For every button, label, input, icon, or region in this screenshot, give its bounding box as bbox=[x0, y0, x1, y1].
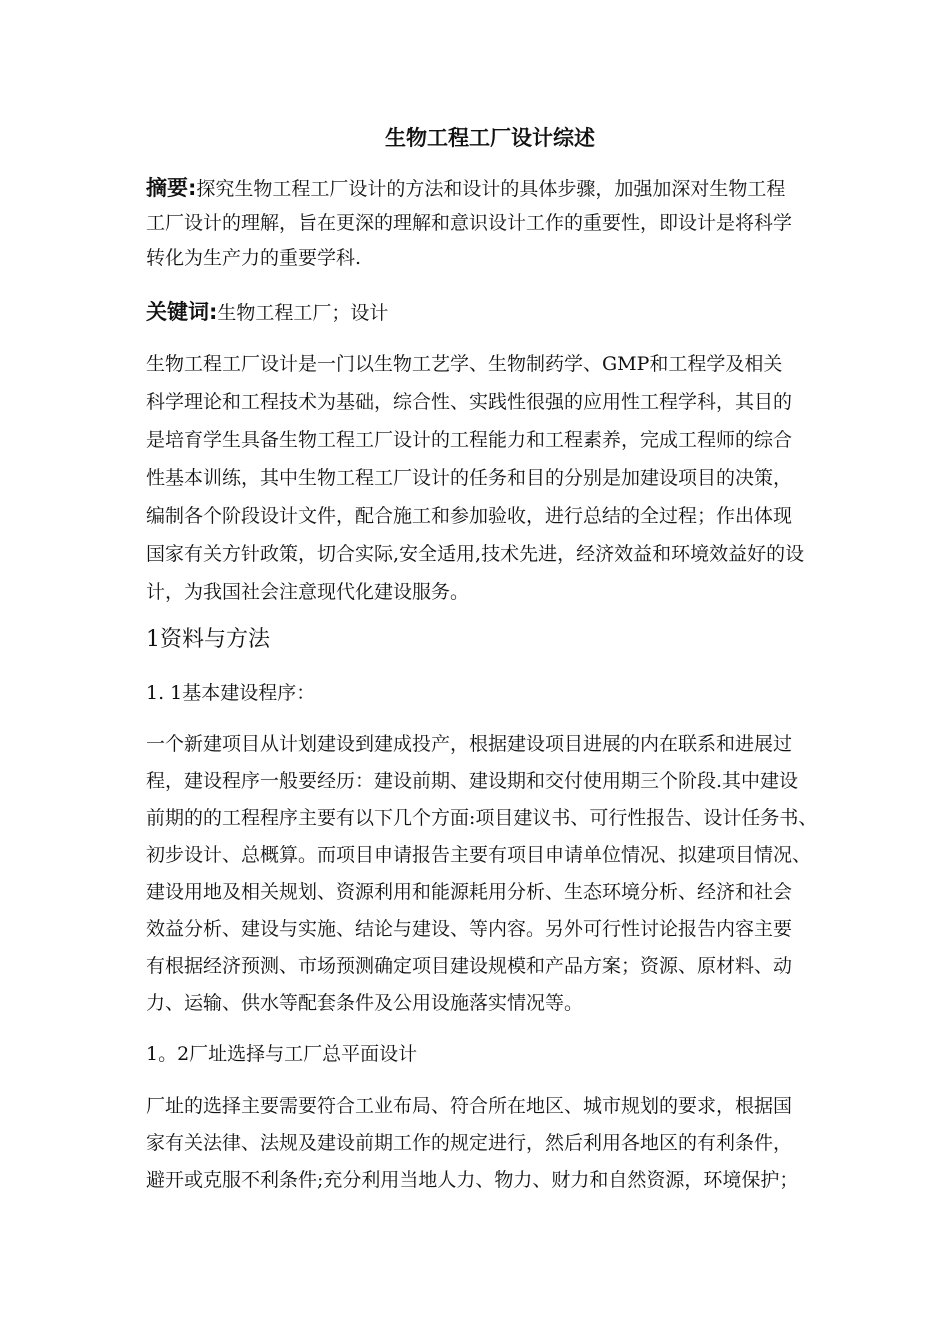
intro-line: 性基本训练，其中生物工程工厂设计的任务和目的分别是加建设项目的决策， bbox=[146, 467, 793, 489]
keywords-line bbox=[146, 299, 388, 326]
section-1-2-line: 厂址的选择主要需要符合工业布局、符合所在地区、城市规划的要求，根据国 bbox=[146, 1095, 793, 1117]
intro-line: 编制各个阶段设计文件，配合施工和参加验收，进行总结的全过程；作出体现 bbox=[146, 505, 793, 527]
section-1-2-line: 避开或克服不利条件;充分利用当地人力、物力、财力和自然资源，环境保护； bbox=[146, 1169, 799, 1191]
keywords-text: 生物工程工厂；设计 bbox=[217, 302, 389, 324]
intro-line: 生物工程工厂设计是一门以生物工艺学、生物制药学、GMP和工程学及相关 bbox=[146, 353, 783, 375]
abstract-text: 探究生物工程工厂设计的方法和设计的具体步骤，加强加深对生物工程 bbox=[196, 178, 786, 200]
section-1-1-line: 初步设计、总概算。而项目申请报告主要有项目申请单位情况、拟建项目情况、 bbox=[146, 844, 812, 866]
section-1-1-line: 效益分析、建设与实施、结论与建设、等内容。另外可行性讨论报告内容主要 bbox=[146, 918, 793, 940]
abstract-line-3: 转化为生产力的重要学科. bbox=[146, 247, 362, 269]
section-1-1-line: 建设用地及相关规划、资源利用和能源耗用分析、生态环境分析、经济和社会 bbox=[146, 881, 793, 903]
section-1-1-heading: 1. 1基本建设程序： bbox=[146, 682, 316, 704]
document-title: 生物工程工厂设计综述 bbox=[385, 126, 595, 150]
abstract-label: 摘要: bbox=[146, 176, 197, 200]
intro-line: 国家有关方针政策，切合实际,安全适用,技术先进，经济效益和环境效益好的设 bbox=[146, 543, 805, 565]
section-1-1-line: 有根据经济预测、市场预测确定项目建设规模和产品方案；资源、原材料、动 bbox=[146, 955, 793, 977]
intro-line: 是培育学生具备生物工程工厂设计的工程能力和工程素养，完成工程师的综合 bbox=[146, 429, 793, 451]
section-1-heading: 1资料与方法 bbox=[146, 627, 270, 652]
section-1-1-line: 前期的的工程程序主要有以下几个方面:项目建议书、可行性报告、设计任务书、 bbox=[146, 807, 818, 829]
intro-line: 科学理论和工程技术为基础，综合性、实践性很强的应用性工程学科，其目的 bbox=[146, 391, 793, 413]
intro-line: 计，为我国社会注意现代化建设服务。 bbox=[146, 581, 470, 603]
abstract-line-2: 工厂设计的理解，旨在更深的理解和意识设计工作的重要性，即设计是将科学 bbox=[146, 212, 793, 234]
section-1-1-line: 一个新建项目从计划建设到建成投产，根据建设项目进展的内在联系和进展过 bbox=[146, 733, 793, 755]
section-1-1-line: 程，建设程序一般要经历：建设前期、建设期和交付使用期三个阶段.其中建设 bbox=[146, 770, 799, 792]
section-1-1-line: 力、运输、供水等配套条件及公用设施落实情况等。 bbox=[146, 992, 584, 1014]
section-1-2-line: 家有关法律、法规及建设前期工作的规定进行，然后利用各地区的有利条件， bbox=[146, 1132, 793, 1154]
keywords-label: 关键词: bbox=[146, 300, 218, 324]
section-1-2-heading: 1。2厂址选择与工厂总平面设计 bbox=[146, 1043, 418, 1065]
abstract-line-1 bbox=[146, 175, 785, 202]
